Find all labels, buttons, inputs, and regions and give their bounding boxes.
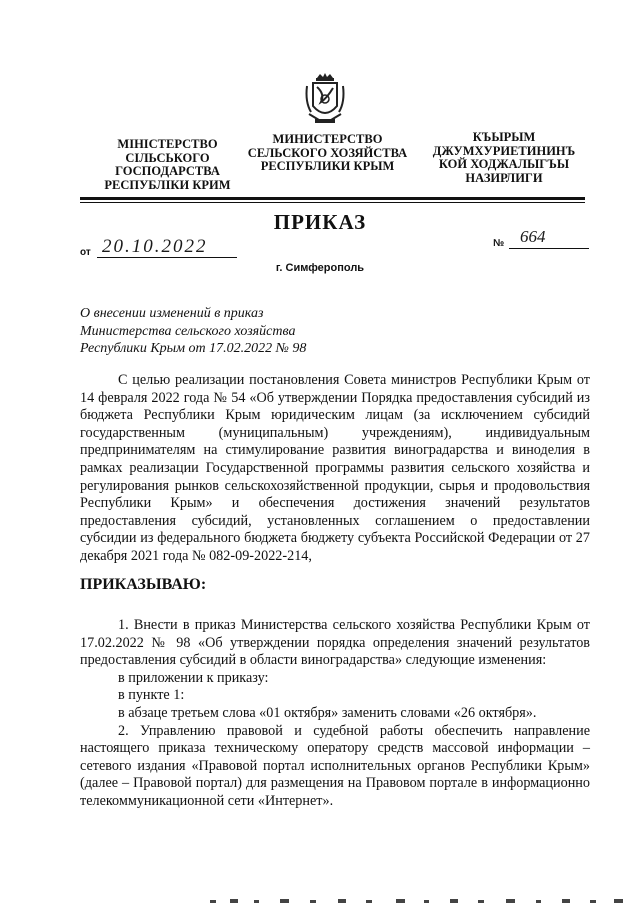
order-items bbox=[80, 617, 590, 811]
header-ukrainian bbox=[80, 138, 255, 192]
header-line: МИНИСТЕРСТВО bbox=[272, 132, 383, 146]
preamble-paragraph: С целью реализации постановления Совета министров Республики Крым от 14 февраля 2022 года № 54 «Об утверждении Порядка предоставления субсидий из бюджета Республики Крым юридическим лицам (за исключением субсидий государственным (муниципальным) учреждениям), индивидуальным предпринимателям на стимулирование развития виноградарства и виноделия в рамках реализации Государственной программы развития сельского хозяйства и регулирования рынков сельскохозяйственной продукции, сырья и продовольствия Республики Крым» и обеспечения достижения значений результатов предоставления субсидий, установленных соглашением о предоставлении субсидии из федерального бюджета бюджету субъекта Российской Федерации от 27 декабря 2021 года № 082-09-2022-214, bbox=[80, 372, 590, 564]
header-line: РЕСПУБЛІКИ КРИМ bbox=[104, 177, 231, 192]
header-crimean-tatar bbox=[425, 131, 583, 185]
header-line: РЕСПУБЛИКИ КРЫМ bbox=[260, 159, 395, 173]
header-line: МІНІСТЕРСТВО bbox=[117, 137, 218, 151]
header-divider-thin bbox=[80, 202, 585, 203]
city-line: г. Симферополь bbox=[275, 262, 365, 274]
order-heading: ПРИКАЗЫВАЮ: bbox=[80, 576, 207, 593]
subitem: в пункте 1: bbox=[118, 687, 185, 704]
subject-line: Министерства сельского хозяйства bbox=[80, 323, 296, 339]
header-line: СЕЛЬСКОГО ХОЗЯЙСТВА bbox=[247, 145, 408, 160]
header-line: ГОСПОДАРСТВА bbox=[115, 164, 220, 178]
header-line: КОЙ ХОДЖАЛЫГЪЫ bbox=[438, 157, 570, 171]
scan-edge-marks bbox=[210, 896, 630, 904]
header-line: НАЗИРЛИГИ bbox=[465, 170, 543, 185]
item-2: 2. Управлению правовой и судебной работы обеспечить направление настоящего приказа техническому оператору средств массовой информации – сетевого издания «Правовой портал исполнительных органов Республики Крым» (далее – Правовой портал) для размещения на Правовом портале в информационно телекоммуникационной сети «Интернет». bbox=[80, 722, 590, 809]
header-line: ДЖУМХУРИЕТИНИНЪ bbox=[432, 143, 576, 158]
date-value: 20.10.2022 bbox=[102, 236, 208, 257]
subject-block bbox=[80, 305, 306, 358]
item-1: 1. Внести в приказ Министерства сельского хозяйства Республики Крым от 17.02.2022 № 98 «Об утверждении порядка определения значений результатов предоставления субсидий в области виноградарства» следующие изменения: bbox=[80, 617, 590, 669]
header-line: СІЛЬСЬКОГО bbox=[125, 150, 210, 165]
number-value: 664 bbox=[520, 227, 546, 246]
subject-line: О внесении изменений в приказ bbox=[80, 306, 264, 321]
header-russian bbox=[240, 133, 415, 174]
document-title: ПРИКАЗ bbox=[273, 210, 367, 234]
header-divider-thick bbox=[80, 197, 585, 200]
header-line: КЪЫРЫМ bbox=[472, 130, 536, 144]
number-underline bbox=[509, 248, 589, 249]
number-label: № bbox=[493, 238, 505, 249]
crimea-coat-of-arms-icon bbox=[303, 72, 347, 128]
subitem: в приложении к приказу: bbox=[118, 669, 269, 686]
subject-line: Республики Крым от 17.02.2022 № 98 bbox=[80, 341, 307, 356]
date-label: от bbox=[80, 247, 91, 258]
subitem: в абзаце третьем слова «01 октября» заменить словами «26 октября». bbox=[118, 704, 537, 721]
